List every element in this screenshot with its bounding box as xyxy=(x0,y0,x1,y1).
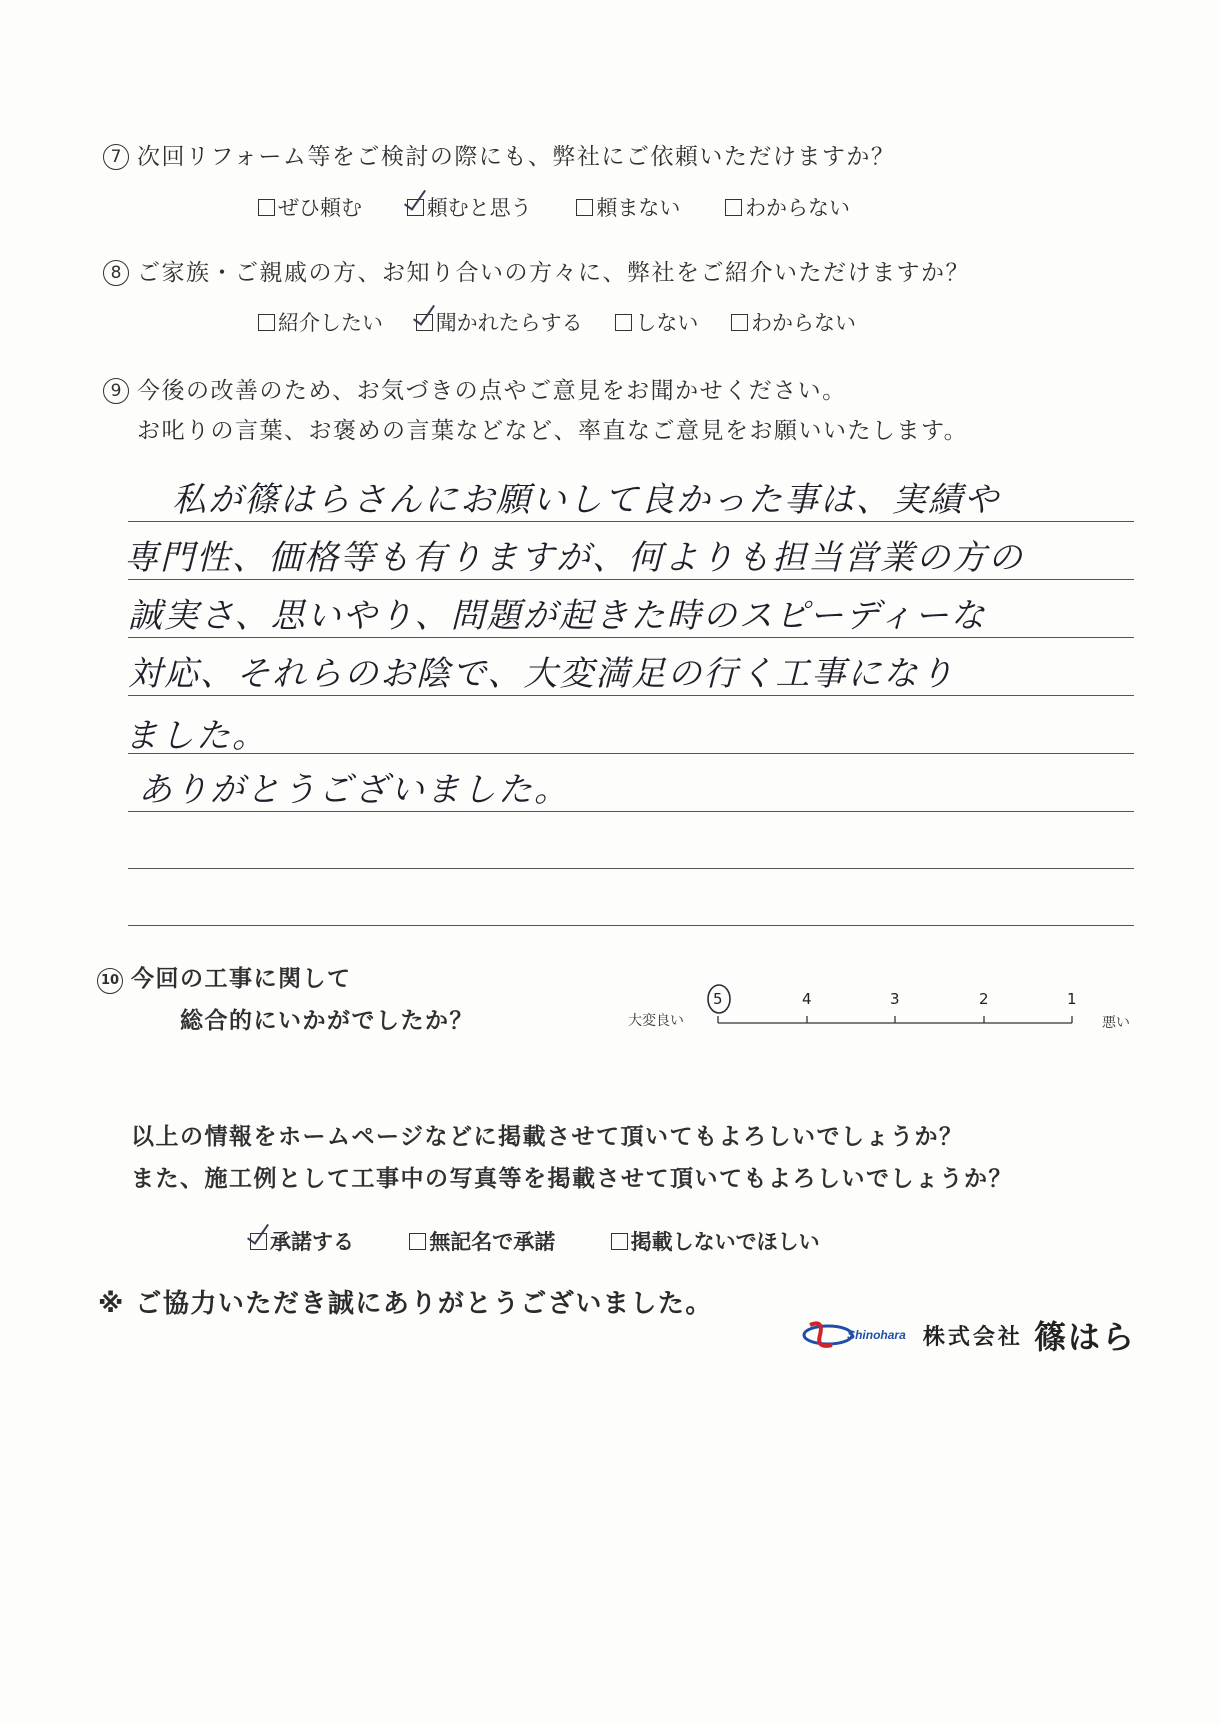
scale-label-bad: 悪い xyxy=(1102,1015,1130,1031)
question-text: ご家族・ご親戚の方、お知り合いの方々に、弊社をご紹介いただけますか？ xyxy=(137,260,970,286)
question-10-line2: 総合的にいかがでしたか？ xyxy=(180,1008,474,1034)
handwritten-comment-line: ありがとうございました。 xyxy=(138,770,570,810)
scale-value-5[interactable]: 5 xyxy=(713,990,723,1008)
writing-line xyxy=(128,521,1134,522)
question-8-options xyxy=(258,307,894,337)
handwritten-comment-line: 誠実さ、思いやり、問題が起きた時のスピーディーな xyxy=(128,596,987,636)
option-kikaretara-suru[interactable]: 聞かれたらする xyxy=(416,307,583,337)
option-shinai[interactable]: しない xyxy=(615,307,698,337)
option-tanomanai[interactable]: 頼まない xyxy=(576,192,680,222)
scale-label-good: 大変良い xyxy=(628,1013,684,1029)
question-number: 7 xyxy=(103,144,129,170)
scale-value-2[interactable]: 2 xyxy=(979,990,989,1008)
checkbox[interactable] xyxy=(611,1233,628,1250)
writing-line xyxy=(128,579,1134,580)
checkbox[interactable] xyxy=(258,199,275,216)
company-name-prefix: 株式会社 xyxy=(922,1323,1023,1350)
writing-line xyxy=(128,868,1134,869)
question-9 xyxy=(103,372,847,405)
option-keisai-shinai[interactable]: 掲載しないでほしい xyxy=(611,1226,820,1256)
option-zehi-tanomu[interactable]: ぜひ頼む xyxy=(258,192,362,222)
question-text: 今回の工事に関して xyxy=(131,966,352,992)
checkbox[interactable] xyxy=(409,1233,426,1250)
publish-options xyxy=(250,1226,858,1256)
checkbox[interactable] xyxy=(731,314,748,331)
option-shodaku[interactable]: 承諾する xyxy=(250,1226,354,1256)
option-mukimei-shodaku[interactable]: 無記名で承諾 xyxy=(409,1226,555,1256)
thanks-message: ※ ご協力いただき誠にありがとうございました。 xyxy=(98,1289,713,1319)
handwritten-comment-line: ました。 xyxy=(124,716,268,756)
option-wakaranai[interactable]: わからない xyxy=(725,192,850,222)
checkbox-checked[interactable] xyxy=(407,199,424,216)
writing-line xyxy=(128,925,1134,926)
handwritten-comment-line: 専門性、価格等も有りますが、何よりも担当営業の方の xyxy=(124,538,1024,578)
question-number: 8 xyxy=(103,260,129,286)
question-9-line2: お叱りの言葉、お褒めの言葉などなど、率直なご意見をお願いいたします。 xyxy=(137,418,969,444)
question-8 xyxy=(103,254,970,287)
question-7-options xyxy=(258,192,888,222)
handwritten-comment-line: 私が篠はらさんにお願いして良かった事は、実績や xyxy=(172,480,1000,520)
question-number: 10 xyxy=(97,968,123,994)
question-text: 次回リフォーム等をご検討の際にも、弊社にご依頼いただけますか？ xyxy=(137,144,896,170)
option-wakaranai[interactable]: わからない xyxy=(731,307,856,337)
question-number: 9 xyxy=(103,378,129,404)
handwritten-comment-line: 対応、それらのお陰で、大変満足の行く工事になり xyxy=(128,654,956,694)
scale-value-4[interactable]: 4 xyxy=(802,990,812,1008)
checkbox[interactable] xyxy=(258,314,275,331)
scale-value-1[interactable]: 1 xyxy=(1067,990,1077,1008)
company-logo xyxy=(800,1312,1136,1356)
question-10 xyxy=(97,960,352,994)
question-7 xyxy=(103,138,895,171)
company-name: 篠はら xyxy=(1033,1318,1136,1356)
writing-line xyxy=(128,811,1134,812)
checkbox-checked[interactable] xyxy=(250,1233,267,1250)
writing-line xyxy=(128,753,1134,754)
publish-question-line1: 以上の情報をホームページなどに掲載させて頂いてもよろしいでしょうか？ xyxy=(131,1124,964,1150)
option-shokai-shitai[interactable]: 紹介したい xyxy=(258,307,383,337)
checkbox-checked[interactable] xyxy=(416,314,433,331)
logo-text: Shinohara xyxy=(847,1328,906,1342)
writing-line xyxy=(128,637,1134,638)
writing-line xyxy=(128,695,1134,696)
scale-value-3[interactable]: 3 xyxy=(890,990,900,1008)
checkbox[interactable] xyxy=(725,199,742,216)
checkbox[interactable] xyxy=(615,314,632,331)
publish-question-line2: また、施工例として工事中の写真等を掲載させて頂いてもよろしいでしょうか？ xyxy=(131,1166,1013,1192)
question-text: 今後の改善のため、お気づきの点やご意見をお聞かせください。 xyxy=(137,378,847,404)
rating-scale xyxy=(700,978,1100,1038)
checkbox[interactable] xyxy=(576,199,593,216)
option-tanomu-to-omou[interactable]: 頼むと思う xyxy=(407,192,532,222)
